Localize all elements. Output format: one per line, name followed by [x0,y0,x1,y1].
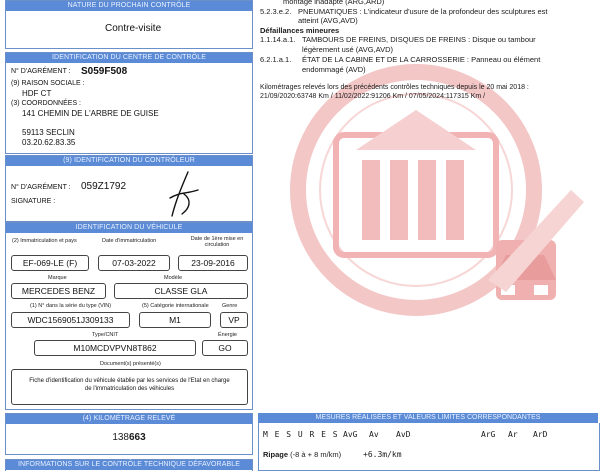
vin-field: WDC1569051J309133 [11,312,130,328]
centre-agrement-value: S059F508 [81,66,128,77]
next-inspection-section [5,0,253,49]
controleur-section [5,155,253,222]
marque-field: MERCEDES BENZ [11,283,106,299]
centre-header: IDENTIFICATION DU CENTRE DE CONTRÔLE [6,53,252,63]
immat-caption: (2) Immatriculation et pays [12,238,77,244]
mesures-title: M E S U R E S [263,430,339,439]
next-inspection-value: Contre-visite [105,23,162,34]
type-field: M10MCDVPVN8T862 [34,340,196,356]
col-ar: Ar [508,430,518,439]
kilometrage-value [6,432,252,443]
ripage-row [263,450,341,459]
centre-agrement-label: N° D'AGRÉMENT : [11,68,71,75]
km-history-line2: 21/09/2020:63748 Km / 11/02/2022:91206 Km / 07/05/2024:117315 Km / [260,93,486,100]
categorie-caption: (5) Catégorie internationale [142,303,209,309]
mesures-header: MESURES RÉALISÉES ET VALEURS LIMITES CORRESPONDANTES [258,413,598,423]
ripage-label: Ripage [263,450,289,459]
vehicule-section [5,222,253,410]
col-av: Av [369,430,379,439]
item1 [260,7,595,16]
ripage-value: +6.3m/km [363,450,402,459]
date-immat-field: 07-03-2022 [98,255,170,271]
km-history-line1: Kilométrages relevés lors des précédents contrôles techniques depuis le 20 mai 2018 : [260,84,529,91]
infos-section [5,459,253,471]
item2-line2: légèrement usé (AVG,AVD) [302,45,394,54]
item1-code: 5.2.3.e.2. [260,7,292,16]
item1-line1: PNEUMATIQUES : L'indicateur d'usure de la profondeur des sculptures est [298,7,548,16]
right-column [258,0,600,470]
immat-field: EF-069-LE (F) [11,255,89,271]
date-mise-field: 23-09-2016 [178,255,248,271]
docs-field [11,369,248,405]
kilometrage-header: (4) KILOMÉTRAGE RELEVÉ [6,414,252,424]
ripage-range: (-8 à + 8 m/km) [290,450,342,459]
kilometrage-section [5,413,253,455]
controleur-agrement-label: N° D'AGRÉMENT : [11,184,71,191]
address-line1: 141 CHEMIN DE L'ARBRE DE GUISE [22,109,159,118]
modele-caption: Modèle [164,275,183,281]
date-mise-caption: Date de 1ère mise en circulation [190,236,244,248]
energie-field: GO [202,340,248,356]
item3-line2: endommagé (AVD) [302,65,366,74]
genre-caption: Genre [222,303,238,309]
col-avd: AvD [396,430,411,439]
mesures-table [258,423,600,471]
signature-label: SIGNATURE : [11,198,56,205]
date-immat-caption: Date d'immatriculation [102,238,157,244]
col-arg: ArG [481,430,496,439]
genre-field: VP [220,312,248,328]
controleur-agrement-value: 059Z1792 [81,181,127,192]
signature-mark [164,170,204,218]
controleur-header: (9) IDENTIFICATION DU CONTRÔLEUR [6,156,252,166]
next-inspection-header: NATURE DU PROCHAIN CONTRÔLE [6,1,252,11]
item3-line1: ÉTAT DE LA CABINE ET DE LA CARROSSERIE : Panneau ou élément [302,55,541,64]
vin-caption: (1) N° dans la série du type (VIN) [30,303,112,309]
minor-title: Défaillances mineures [260,26,340,35]
item2-line1: TAMBOURS DE FREINS, DISQUES DE FREINS : Disque ou tambour [302,35,536,44]
address-line2: 59113 SECLIN [22,128,75,137]
col-avg: AvG [343,430,358,439]
raison-sociale-label: (9) RAISON SOCIALE : [11,80,85,87]
energie-caption: Énergie [218,332,237,338]
phone-number: 03.20.62.83.35 [22,138,76,147]
infos-header: INFORMATIONS SUR LE CONTRÔLE TECHNIQUE DÉFAVORABLE [6,460,252,470]
type-caption: Type/CNIT [92,332,119,338]
coordonnees-label: (3) COORDONNÉES : [11,100,82,107]
top-line: montage inadapté (ARG,ARD) [283,0,385,6]
item2-code: 1.1.14.a.1. [260,35,296,44]
col-ard: ArD [533,430,548,439]
vehicule-header: IDENTIFICATION DU VÉHICULE [6,223,252,233]
centre-section [5,52,253,154]
item1-line2: atteint (AVG,AVD) [298,16,358,25]
modele-field: CLASSE GLA [114,283,248,299]
item3-code: 6.2.1.a.1. [260,55,292,64]
kilometrage-prefix: 138 [112,432,129,443]
docs-line1: Fiche d'identification du véhicule établie par les services de l'Etat en charge [29,378,230,384]
docs-caption: Document(s) présenté(s) [100,361,161,367]
marque-caption: Marque [48,275,67,281]
raison-sociale-value: HDF CT [22,89,52,98]
kilometrage-suffix: 663 [129,432,146,443]
left-column [5,0,253,470]
categorie-field: M1 [139,312,211,328]
docs-line2: de l'immatriculation des véhicules [84,386,175,392]
